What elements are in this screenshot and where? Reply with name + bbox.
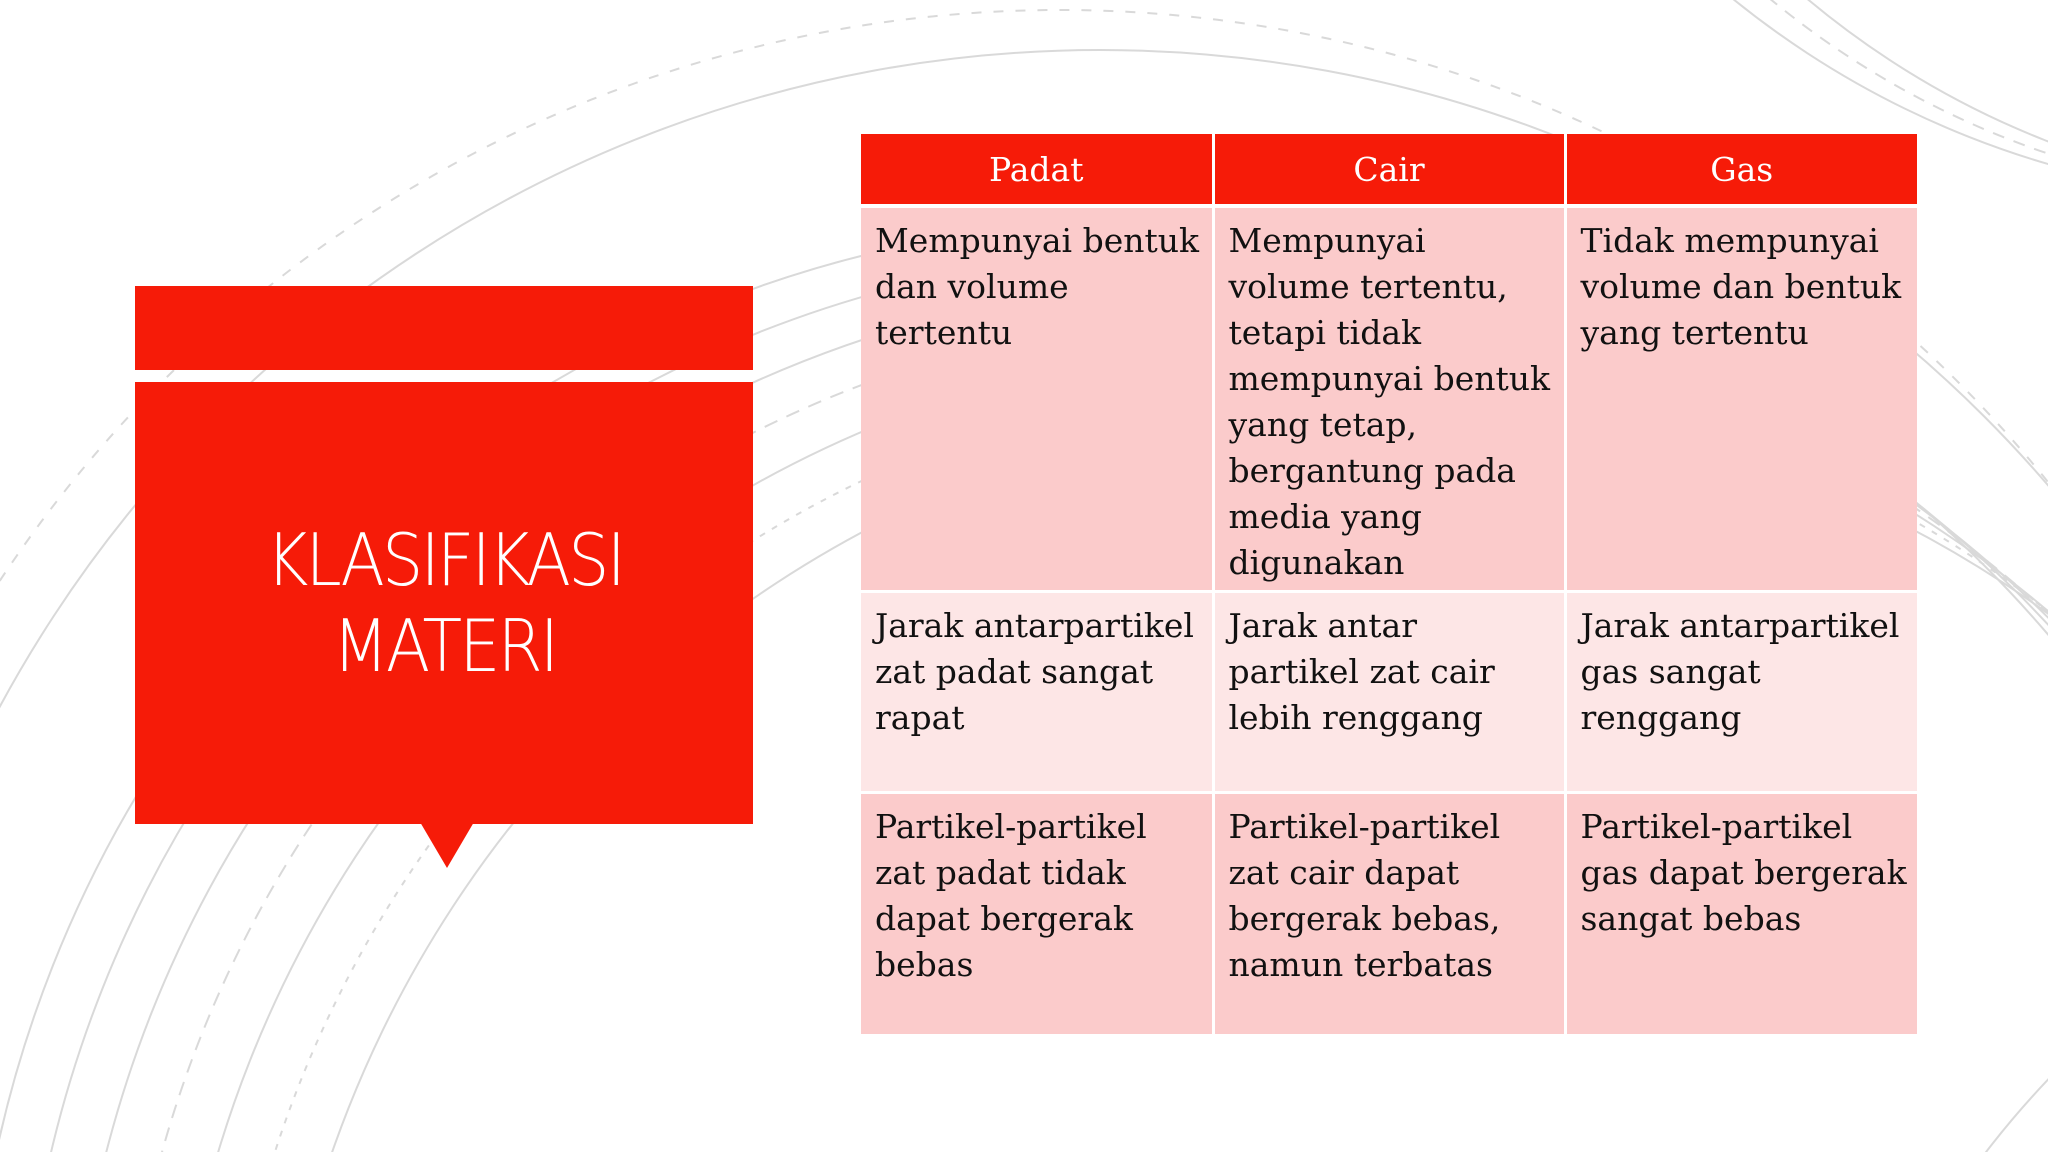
header-cair: Cair [1213,134,1565,206]
cell-cair-distance: Jarak antar partikel zat cair lebih renggang [1213,592,1565,793]
table-row [861,592,1917,793]
cell-gas-distance: Jarak antarpartikel gas sangat renggang [1565,592,1917,793]
cell-gas-movement: Partikel-partikel gas dapat bergerak sangat bebas [1565,793,1917,1036]
slide-title [265,517,622,689]
slide-title-line-1: KLASIFIKASI [265,518,623,602]
callout-pointer [420,822,474,868]
header-gas: Gas [1565,134,1917,206]
cell-cair-shape: Mempunyai volume tertentu, tetapi tidak mempunyai bentuk yang tetap, bergantung pada media yang digunakan [1213,206,1565,592]
title-accent-bar [135,286,753,370]
cell-padat-movement: Partikel-partikel zat padat tidak dapat bergerak bebas [861,793,1213,1036]
title-callout-box [135,382,753,824]
cell-gas-shape: Tidak mempunyai volume dan bentuk yang tertentu [1565,206,1917,592]
slide-title-line-2: MATERI [332,604,556,688]
cell-padat-shape: Mempunyai bentuk dan volume tertentu [861,206,1213,592]
table-header-row [861,134,1917,206]
cell-cair-movement: Partikel-partikel zat cair dapat bergerak bebas, namun terbatas [1213,793,1565,1036]
header-padat: Padat [861,134,1213,206]
table-row [861,793,1917,1036]
matter-classification-table [861,134,1917,1037]
cell-padat-distance: Jarak antarpartikel zat padat sangat rapat [861,592,1213,793]
table-row [861,206,1917,592]
